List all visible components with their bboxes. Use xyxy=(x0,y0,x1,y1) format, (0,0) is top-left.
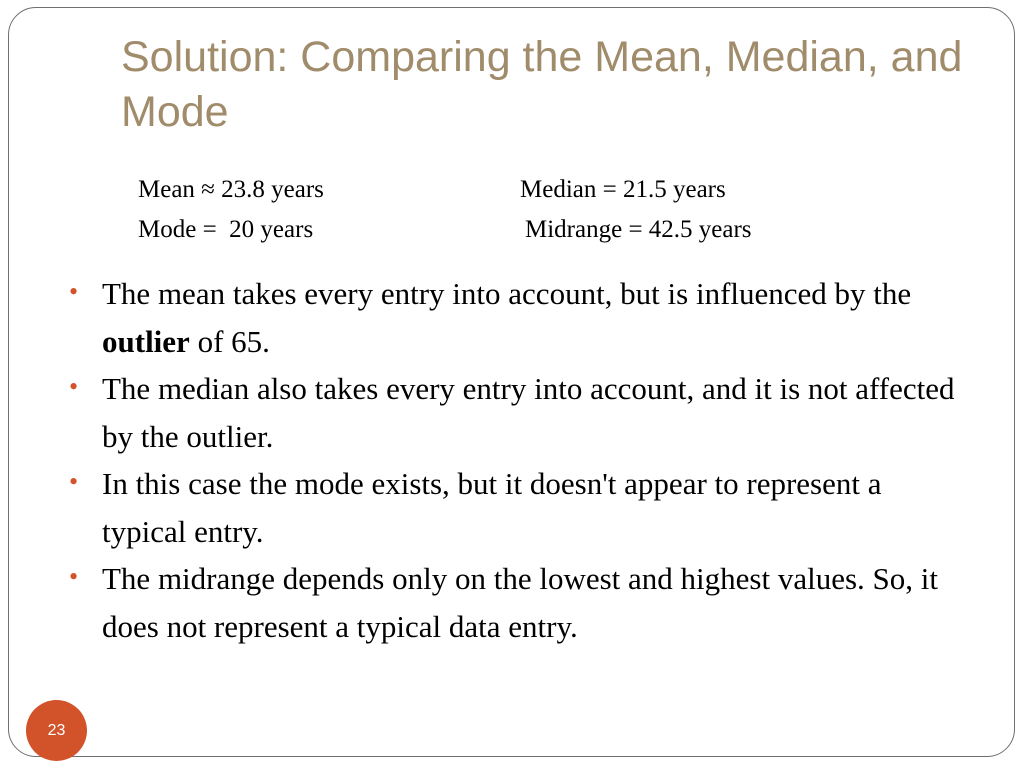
stats-row-2 xyxy=(138,212,898,252)
midrange-value: Midrange = 42.5 years xyxy=(525,216,752,243)
page-number-badge: 23 xyxy=(26,700,87,761)
statistics-summary xyxy=(138,172,898,252)
bullet-emphasis: outlier xyxy=(102,323,190,359)
bullet-list xyxy=(69,270,959,650)
bullet-text: The mean takes every entry into account, but is influenced by the xyxy=(102,276,912,311)
bullet-item-midrange xyxy=(69,555,959,650)
bullet-text: The midrange depends only on the lowest and highest values. So, it does not represent a typical data entry. xyxy=(102,561,938,644)
bullet-text: In this case the mode exists, but it doesn't appear to represent a typical entry. xyxy=(102,466,882,549)
slide-title: Solution: Comparing the Mean, Median, and Mode xyxy=(121,33,963,136)
median-value: Median = 21.5 years xyxy=(520,176,726,203)
bullet-icon: • xyxy=(69,467,79,496)
slide-frame xyxy=(8,7,1015,757)
bullet-text: The median also takes every entry into account, and it is not affected by the outlier. xyxy=(102,371,955,454)
bullet-item-mode xyxy=(69,460,959,555)
mean-value: Mean ≈ 23.8 years xyxy=(138,176,324,203)
mode-value: Mode = 20 years xyxy=(138,216,314,243)
bullet-item-median xyxy=(69,365,959,460)
bullet-icon: • xyxy=(69,372,79,401)
bullet-icon: • xyxy=(69,562,79,591)
bullet-item-mean xyxy=(69,270,959,365)
bullet-icon: • xyxy=(69,277,79,306)
bullet-text: of 65. xyxy=(189,323,270,359)
stats-row-1 xyxy=(138,172,898,212)
